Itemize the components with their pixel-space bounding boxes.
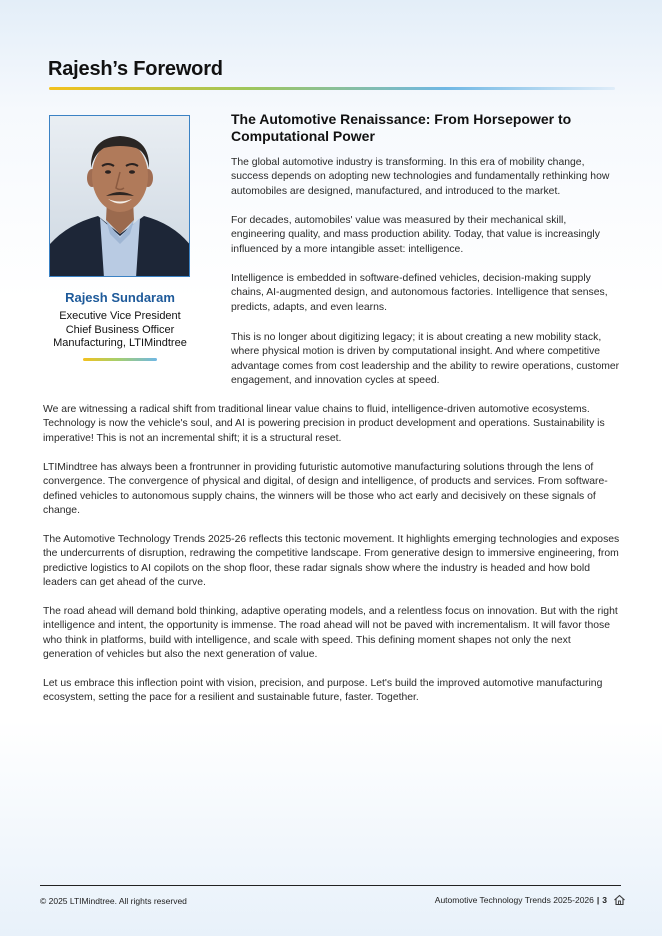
home-icon-graphic [613, 894, 626, 906]
page-number: 3 [602, 895, 607, 905]
article-heading: The Automotive Renaissance: From Horsepower to Computational Power [231, 111, 572, 144]
footer-document-info [435, 894, 626, 906]
footer-separator: | [596, 895, 600, 905]
intro-paragraph: This is no longer about digitizing legacy; it is about creating a new mobility stack, where physical motion is driven by computational insight. And where competitive advantage comes from cost leadership and the ability to rewire operations, customer engagement, and innovation cycles at speed. [231, 332, 620, 387]
body-paragraph: The road ahead will demand bold thinking, adaptive operating models, and a relentless focus on innovation. But with the right intelligence and intent, the opportunity is immense. The road ahead will not be paved with incrementalism. It will favor those who think in platforms, build with intelligence, and scale with speed. This defining moment shapes not only the next generation of vehicles but also the next generation of value. [43, 606, 618, 661]
portrait-illustration [50, 116, 190, 277]
name-gradient-rule [83, 358, 157, 361]
intro-paragraph: For decades, automobiles' value was measured by their mechanical skill, engineering quality, and mass production ability. Today, that value is increasingly influenced by a more intangible asset: intelligence. [231, 215, 600, 255]
person-name: Rajesh Sundaram [65, 290, 175, 305]
body-paragraph: Let us embrace this inflection point with vision, precision, and purpose. Let's build the improved automotive manufacturing ecosystem, setting the pace for a resilient and sustainable future, faster. Together. [43, 678, 603, 704]
portrait-photo [49, 115, 190, 277]
body-paragraph: The Automotive Technology Trends 2025-26 reflects this tectonic movement. It highlights emerging technologies and exposes the undercurrents of disruption, redrawing the competitive landscape. From generative design to immersive engineering, from predictive logistics to AI copilots on the shop floor, these radar signals show where the industry is headed and how bold leaders can get ahead of the curve. [43, 534, 620, 589]
body-paragraph: LTIMindtree has always been a frontrunner in providing futuristic automotive manufacturing solutions through the lens of convergence. The convergence of physical and digital, of design and intelligence, of products and services. From software-defined vehicles to autonomous supply chains, the winners will be those who act early and decisively on these signals of change. [43, 462, 608, 517]
footer-rule [40, 885, 621, 886]
title-gradient-rule [49, 87, 615, 90]
page-title: Rajesh’s Foreword [48, 58, 223, 80]
body-paragraph: We are witnessing a radical shift from traditional linear value chains to fluid, intelligence-driven automotive ecosystems. Technology is now the vehicle's soul, and AI is powering precision in product development and operations. Sustainability is imperative! This is not an incremental shift; it is a structural reset. [43, 404, 605, 444]
intro-paragraph: Intelligence is embedded in software-defined vehicles, decision-making supply chains, AI-augmented design, and autonomous factories. Intelligence that senses, predicts, adapts, and even learns. [231, 273, 608, 313]
footer-copyright: © 2025 LTIMindtree. All rights reserved [40, 896, 187, 906]
person-role-title: Executive Vice President [59, 310, 181, 322]
home-icon[interactable] [613, 894, 626, 906]
person-role-office: Chief Business Officer [65, 324, 175, 336]
footer-doc-title: Automotive Technology Trends 2025-2026 [434, 895, 594, 905]
person-role-unit: Manufacturing, LTIMindtree [53, 337, 187, 349]
intro-paragraph: The global automotive industry is transforming. In this era of mobility change, success depends on adopting new technologies and fundamentally rethinking how automobiles are designed, manufactured, and introduced to the market. [231, 157, 610, 197]
